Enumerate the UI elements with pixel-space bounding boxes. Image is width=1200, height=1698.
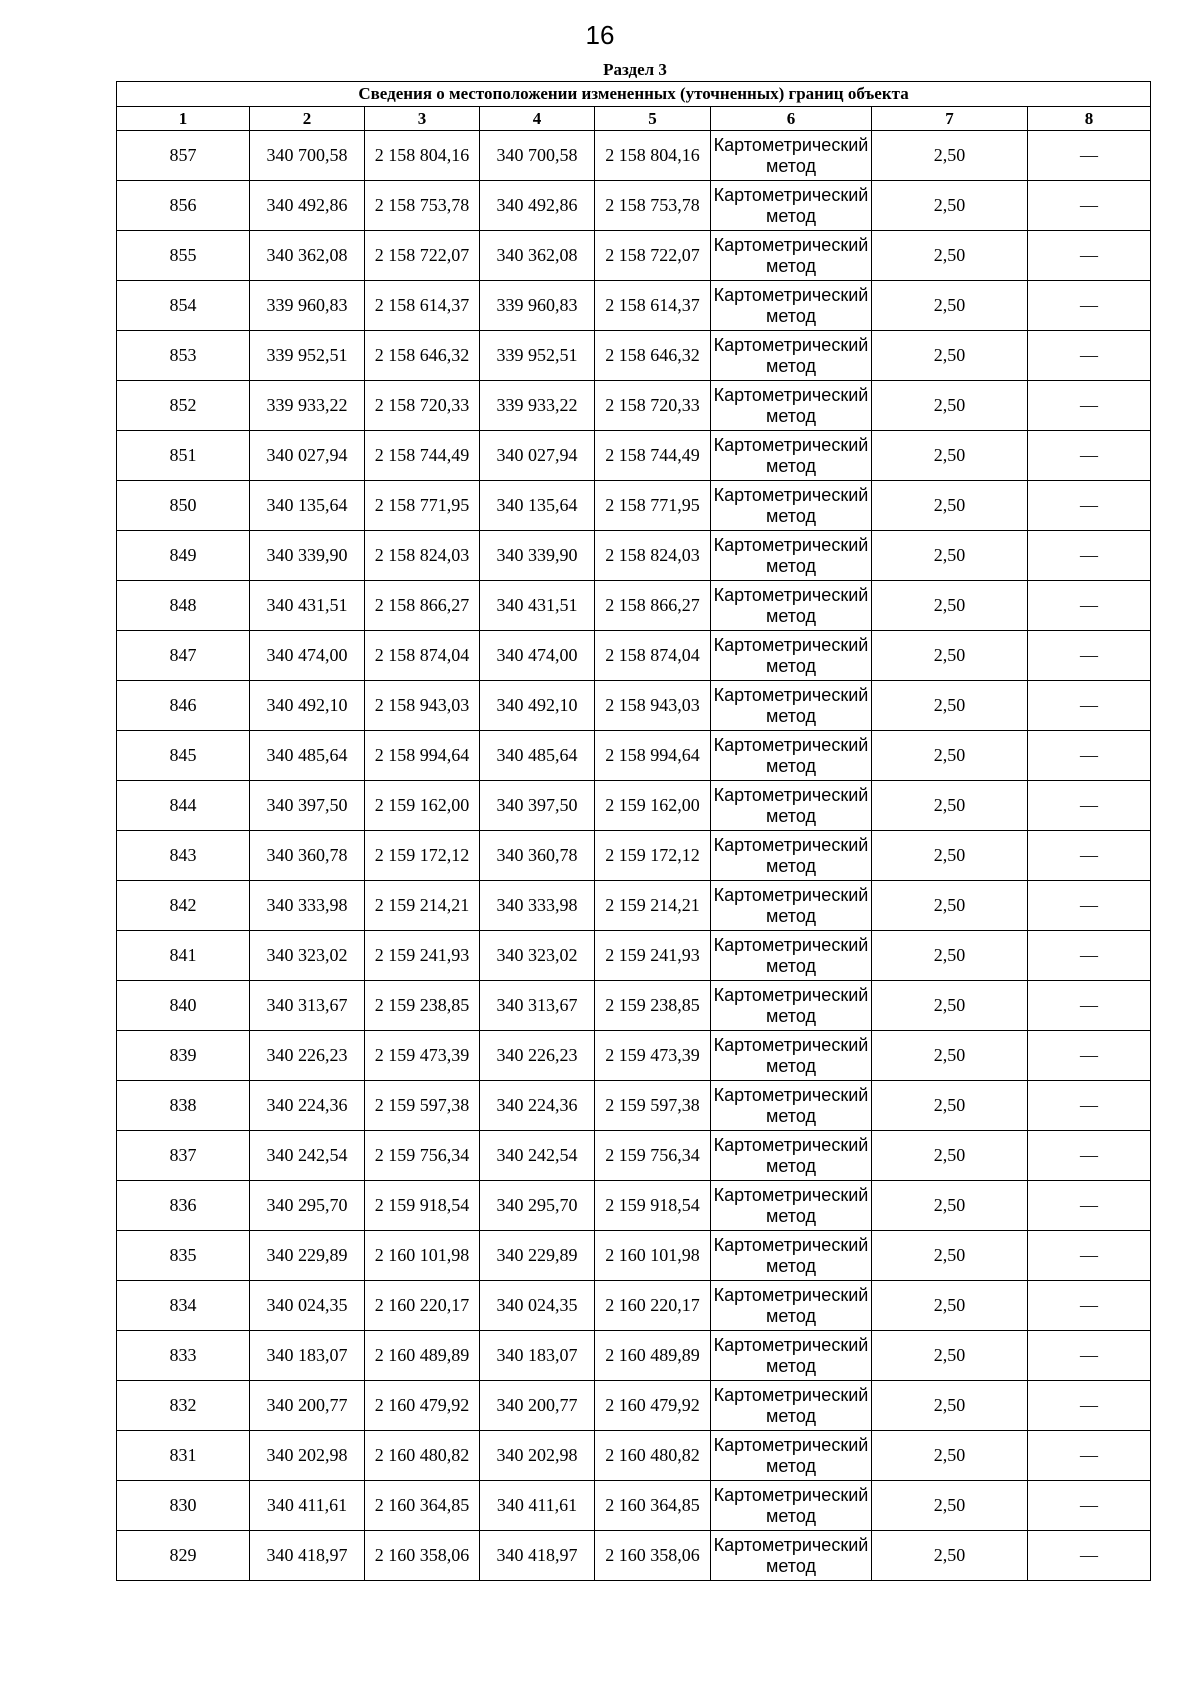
cell-method: Картометрический метод <box>711 831 872 881</box>
cell-method: Картометрический метод <box>711 381 872 431</box>
cell-y-old: 2 158 646,32 <box>365 331 480 381</box>
cell-y-old: 2 158 614,37 <box>365 281 480 331</box>
cell-y-old: 2 160 364,85 <box>365 1481 480 1531</box>
cell-method: Картометрический метод <box>711 681 872 731</box>
cell-accuracy: 2,50 <box>872 1231 1028 1281</box>
cell-point-number: 852 <box>117 381 250 431</box>
boundary-coordinates-table <box>116 81 1151 1581</box>
cell-x-old: 339 952,51 <box>250 331 365 381</box>
cell-accuracy: 2,50 <box>872 381 1028 431</box>
cell-method: Картометрический метод <box>711 1481 872 1531</box>
cell-x-new: 340 027,94 <box>480 431 595 481</box>
cell-y-old: 2 160 220,17 <box>365 1281 480 1331</box>
cell-description: — <box>1028 1381 1151 1431</box>
cell-x-new: 340 135,64 <box>480 481 595 531</box>
cell-y-new: 2 159 918,54 <box>595 1181 711 1231</box>
cell-y-new: 2 158 722,07 <box>595 231 711 281</box>
cell-x-old: 339 960,83 <box>250 281 365 331</box>
cell-y-old: 2 158 744,49 <box>365 431 480 481</box>
cell-x-old: 340 362,08 <box>250 231 365 281</box>
cell-y-old: 2 158 753,78 <box>365 181 480 231</box>
cell-accuracy: 2,50 <box>872 831 1028 881</box>
cell-description: — <box>1028 1081 1151 1131</box>
cell-x-old: 340 339,90 <box>250 531 365 581</box>
cell-method: Картометрический метод <box>711 481 872 531</box>
cell-x-new: 340 397,50 <box>480 781 595 831</box>
cell-y-new: 2 158 994,64 <box>595 731 711 781</box>
cell-y-old: 2 159 172,12 <box>365 831 480 881</box>
cell-y-new: 2 159 473,39 <box>595 1031 711 1081</box>
table-caption: Сведения о местоположении измененных (уточненных) границ объекта <box>117 82 1151 107</box>
table-row <box>117 931 1151 981</box>
column-header: 7 <box>872 107 1028 131</box>
cell-accuracy: 2,50 <box>872 881 1028 931</box>
cell-y-old: 2 159 473,39 <box>365 1031 480 1081</box>
cell-method: Картометрический метод <box>711 1331 872 1381</box>
cell-y-new: 2 160 489,89 <box>595 1331 711 1381</box>
cell-method: Картометрический метод <box>711 331 872 381</box>
cell-point-number: 847 <box>117 631 250 681</box>
cell-accuracy: 2,50 <box>872 1181 1028 1231</box>
cell-description: — <box>1028 181 1151 231</box>
cell-y-old: 2 159 162,00 <box>365 781 480 831</box>
cell-y-old: 2 159 241,93 <box>365 931 480 981</box>
column-header: 2 <box>250 107 365 131</box>
cell-x-new: 340 411,61 <box>480 1481 595 1531</box>
cell-description: — <box>1028 1431 1151 1481</box>
cell-x-old: 340 224,36 <box>250 1081 365 1131</box>
cell-accuracy: 2,50 <box>872 1331 1028 1381</box>
cell-description: — <box>1028 831 1151 881</box>
table-row <box>117 831 1151 881</box>
cell-x-new: 340 323,02 <box>480 931 595 981</box>
table-row <box>117 231 1151 281</box>
cell-point-number: 846 <box>117 681 250 731</box>
cell-method: Картометрический метод <box>711 731 872 781</box>
cell-y-old: 2 160 489,89 <box>365 1331 480 1381</box>
cell-method: Картометрический метод <box>711 581 872 631</box>
cell-method: Картометрический метод <box>711 231 872 281</box>
cell-x-new: 339 960,83 <box>480 281 595 331</box>
table-row <box>117 431 1151 481</box>
cell-x-new: 339 952,51 <box>480 331 595 381</box>
table-row <box>117 1381 1151 1431</box>
table-row <box>117 281 1151 331</box>
cell-x-old: 340 700,58 <box>250 131 365 181</box>
cell-y-new: 2 159 238,85 <box>595 981 711 1031</box>
table-row <box>117 1031 1151 1081</box>
cell-x-new: 340 295,70 <box>480 1181 595 1231</box>
cell-accuracy: 2,50 <box>872 531 1028 581</box>
cell-point-number: 839 <box>117 1031 250 1081</box>
cell-point-number: 855 <box>117 231 250 281</box>
cell-point-number: 848 <box>117 581 250 631</box>
cell-accuracy: 2,50 <box>872 281 1028 331</box>
cell-description: — <box>1028 281 1151 331</box>
table-row <box>117 1131 1151 1181</box>
cell-x-old: 340 323,02 <box>250 931 365 981</box>
cell-point-number: 831 <box>117 1431 250 1481</box>
cell-accuracy: 2,50 <box>872 331 1028 381</box>
cell-y-new: 2 158 874,04 <box>595 631 711 681</box>
cell-x-new: 340 202,98 <box>480 1431 595 1481</box>
cell-accuracy: 2,50 <box>872 1531 1028 1581</box>
cell-method: Картометрический метод <box>711 1531 872 1581</box>
cell-y-new: 2 159 162,00 <box>595 781 711 831</box>
column-header: 4 <box>480 107 595 131</box>
cell-description: — <box>1028 1181 1151 1231</box>
cell-x-old: 340 200,77 <box>250 1381 365 1431</box>
cell-y-new: 2 159 756,34 <box>595 1131 711 1181</box>
cell-y-new: 2 158 753,78 <box>595 181 711 231</box>
cell-point-number: 857 <box>117 131 250 181</box>
cell-x-new: 340 226,23 <box>480 1031 595 1081</box>
column-header: 3 <box>365 107 480 131</box>
cell-y-new: 2 160 358,06 <box>595 1531 711 1581</box>
cell-y-old: 2 158 943,03 <box>365 681 480 731</box>
cell-accuracy: 2,50 <box>872 1481 1028 1531</box>
cell-point-number: 836 <box>117 1181 250 1231</box>
cell-x-old: 340 229,89 <box>250 1231 365 1281</box>
cell-point-number: 832 <box>117 1381 250 1431</box>
cell-y-new: 2 158 943,03 <box>595 681 711 731</box>
cell-point-number: 850 <box>117 481 250 531</box>
cell-x-old: 340 431,51 <box>250 581 365 631</box>
cell-point-number: 853 <box>117 331 250 381</box>
column-header: 6 <box>711 107 872 131</box>
column-header: 5 <box>595 107 711 131</box>
cell-method: Картометрический метод <box>711 881 872 931</box>
cell-point-number: 856 <box>117 181 250 231</box>
table-row <box>117 681 1151 731</box>
cell-y-old: 2 158 994,64 <box>365 731 480 781</box>
cell-accuracy: 2,50 <box>872 231 1028 281</box>
cell-accuracy: 2,50 <box>872 781 1028 831</box>
cell-description: — <box>1028 1031 1151 1081</box>
cell-method: Картометрический метод <box>711 781 872 831</box>
cell-y-new: 2 158 771,95 <box>595 481 711 531</box>
cell-accuracy: 2,50 <box>872 1081 1028 1131</box>
cell-y-new: 2 160 480,82 <box>595 1431 711 1481</box>
cell-accuracy: 2,50 <box>872 1281 1028 1331</box>
cell-y-old: 2 158 720,33 <box>365 381 480 431</box>
cell-y-new: 2 159 214,21 <box>595 881 711 931</box>
cell-y-new: 2 159 241,93 <box>595 931 711 981</box>
table-row <box>117 531 1151 581</box>
cell-x-new: 340 485,64 <box>480 731 595 781</box>
cell-y-old: 2 158 824,03 <box>365 531 480 581</box>
cell-point-number: 849 <box>117 531 250 581</box>
column-header: 1 <box>117 107 250 131</box>
cell-x-old: 340 492,10 <box>250 681 365 731</box>
cell-description: — <box>1028 1331 1151 1381</box>
cell-point-number: 842 <box>117 881 250 931</box>
cell-point-number: 834 <box>117 1281 250 1331</box>
cell-x-old: 340 226,23 <box>250 1031 365 1081</box>
cell-y-old: 2 160 480,82 <box>365 1431 480 1481</box>
cell-point-number: 833 <box>117 1331 250 1381</box>
cell-y-new: 2 160 479,92 <box>595 1381 711 1431</box>
cell-description: — <box>1028 1481 1151 1531</box>
cell-x-new: 340 200,77 <box>480 1381 595 1431</box>
cell-y-old: 2 159 918,54 <box>365 1181 480 1231</box>
cell-y-old: 2 158 722,07 <box>365 231 480 281</box>
table-row <box>117 181 1151 231</box>
cell-description: — <box>1028 731 1151 781</box>
table-row <box>117 1481 1151 1531</box>
cell-method: Картометрический метод <box>711 931 872 981</box>
cell-x-new: 340 431,51 <box>480 581 595 631</box>
table-body <box>117 131 1151 1581</box>
cell-y-old: 2 159 214,21 <box>365 881 480 931</box>
cell-accuracy: 2,50 <box>872 1381 1028 1431</box>
cell-y-new: 2 160 220,17 <box>595 1281 711 1331</box>
cell-description: — <box>1028 481 1151 531</box>
page-number: 16 <box>585 20 615 50</box>
cell-y-old: 2 158 771,95 <box>365 481 480 531</box>
cell-method: Картометрический метод <box>711 1031 872 1081</box>
table-row <box>117 581 1151 631</box>
cell-y-new: 2 158 744,49 <box>595 431 711 481</box>
cell-x-old: 340 027,94 <box>250 431 365 481</box>
cell-x-old: 340 397,50 <box>250 781 365 831</box>
cell-description: — <box>1028 631 1151 681</box>
cell-x-new: 340 339,90 <box>480 531 595 581</box>
table-row <box>117 1431 1151 1481</box>
table-row <box>117 1331 1151 1381</box>
cell-method: Картометрический метод <box>711 1381 872 1431</box>
cell-point-number: 845 <box>117 731 250 781</box>
table-row <box>117 131 1151 181</box>
cell-x-old: 340 242,54 <box>250 1131 365 1181</box>
cell-accuracy: 2,50 <box>872 931 1028 981</box>
cell-accuracy: 2,50 <box>872 431 1028 481</box>
cell-y-new: 2 158 804,16 <box>595 131 711 181</box>
table-row <box>117 381 1151 431</box>
table-row <box>117 1281 1151 1331</box>
cell-accuracy: 2,50 <box>872 481 1028 531</box>
cell-y-old: 2 160 358,06 <box>365 1531 480 1581</box>
cell-accuracy: 2,50 <box>872 981 1028 1031</box>
cell-description: — <box>1028 1131 1151 1181</box>
cell-x-old: 340 313,67 <box>250 981 365 1031</box>
cell-method: Картометрический метод <box>711 431 872 481</box>
cell-y-new: 2 159 597,38 <box>595 1081 711 1131</box>
cell-x-old: 340 492,86 <box>250 181 365 231</box>
table-row <box>117 1181 1151 1231</box>
cell-x-old: 340 202,98 <box>250 1431 365 1481</box>
cell-point-number: 841 <box>117 931 250 981</box>
cell-description: — <box>1028 881 1151 931</box>
cell-y-new: 2 158 614,37 <box>595 281 711 331</box>
cell-x-old: 340 474,00 <box>250 631 365 681</box>
cell-description: — <box>1028 531 1151 581</box>
cell-y-old: 2 159 238,85 <box>365 981 480 1031</box>
cell-method: Картометрический метод <box>711 281 872 331</box>
cell-x-new: 340 183,07 <box>480 1331 595 1381</box>
cell-y-new: 2 158 866,27 <box>595 581 711 631</box>
cell-point-number: 835 <box>117 1231 250 1281</box>
cell-description: — <box>1028 131 1151 181</box>
cell-x-new: 340 229,89 <box>480 1231 595 1281</box>
cell-y-old: 2 159 756,34 <box>365 1131 480 1181</box>
cell-description: — <box>1028 231 1151 281</box>
cell-x-new: 340 360,78 <box>480 831 595 881</box>
table-row <box>117 1231 1151 1281</box>
cell-description: — <box>1028 1531 1151 1581</box>
table-row <box>117 331 1151 381</box>
cell-point-number: 844 <box>117 781 250 831</box>
cell-y-new: 2 158 720,33 <box>595 381 711 431</box>
cell-x-old: 340 411,61 <box>250 1481 365 1531</box>
cell-method: Картометрический метод <box>711 1181 872 1231</box>
cell-method: Картометрический метод <box>711 1431 872 1481</box>
cell-method: Картометрический метод <box>711 181 872 231</box>
cell-y-new: 2 159 172,12 <box>595 831 711 881</box>
cell-description: — <box>1028 981 1151 1031</box>
column-number-row <box>117 107 1151 131</box>
cell-point-number: 854 <box>117 281 250 331</box>
cell-y-old: 2 158 804,16 <box>365 131 480 181</box>
cell-x-old: 340 135,64 <box>250 481 365 531</box>
cell-x-old: 340 024,35 <box>250 1281 365 1331</box>
cell-x-new: 339 933,22 <box>480 381 595 431</box>
cell-y-old: 2 160 479,92 <box>365 1381 480 1431</box>
cell-point-number: 843 <box>117 831 250 881</box>
cell-description: — <box>1028 681 1151 731</box>
column-header: 8 <box>1028 107 1151 131</box>
cell-x-old: 340 360,78 <box>250 831 365 881</box>
cell-method: Картометрический метод <box>711 631 872 681</box>
cell-method: Картометрический метод <box>711 531 872 581</box>
cell-x-old: 340 295,70 <box>250 1181 365 1231</box>
cell-x-new: 340 492,10 <box>480 681 595 731</box>
cell-method: Картометрический метод <box>711 1081 872 1131</box>
cell-y-old: 2 159 597,38 <box>365 1081 480 1131</box>
cell-accuracy: 2,50 <box>872 131 1028 181</box>
cell-description: — <box>1028 431 1151 481</box>
cell-y-new: 2 160 101,98 <box>595 1231 711 1281</box>
table-row <box>117 781 1151 831</box>
cell-accuracy: 2,50 <box>872 1131 1028 1181</box>
cell-method: Картометрический метод <box>711 131 872 181</box>
cell-description: — <box>1028 331 1151 381</box>
cell-x-new: 340 224,36 <box>480 1081 595 1131</box>
cell-y-old: 2 158 874,04 <box>365 631 480 681</box>
cell-x-new: 340 313,67 <box>480 981 595 1031</box>
cell-description: — <box>1028 381 1151 431</box>
cell-point-number: 829 <box>117 1531 250 1581</box>
cell-accuracy: 2,50 <box>872 731 1028 781</box>
cell-y-new: 2 160 364,85 <box>595 1481 711 1531</box>
cell-x-new: 340 333,98 <box>480 881 595 931</box>
cell-x-new: 340 418,97 <box>480 1531 595 1581</box>
cell-accuracy: 2,50 <box>872 581 1028 631</box>
cell-method: Картометрический метод <box>711 1231 872 1281</box>
cell-accuracy: 2,50 <box>872 1431 1028 1481</box>
cell-method: Картометрический метод <box>711 1281 872 1331</box>
cell-accuracy: 2,50 <box>872 1031 1028 1081</box>
cell-accuracy: 2,50 <box>872 631 1028 681</box>
cell-x-old: 340 183,07 <box>250 1331 365 1381</box>
table-row <box>117 1081 1151 1131</box>
cell-x-new: 340 242,54 <box>480 1131 595 1181</box>
cell-accuracy: 2,50 <box>872 681 1028 731</box>
cell-point-number: 837 <box>117 1131 250 1181</box>
cell-x-new: 340 700,58 <box>480 131 595 181</box>
cell-x-old: 340 485,64 <box>250 731 365 781</box>
section-title: Раздел 3 <box>603 60 667 79</box>
table-row <box>117 631 1151 681</box>
table-row <box>117 481 1151 531</box>
cell-description: — <box>1028 581 1151 631</box>
cell-x-old: 339 933,22 <box>250 381 365 431</box>
table-row <box>117 981 1151 1031</box>
table-row <box>117 1531 1151 1581</box>
cell-accuracy: 2,50 <box>872 181 1028 231</box>
cell-x-new: 340 492,86 <box>480 181 595 231</box>
cell-point-number: 851 <box>117 431 250 481</box>
cell-point-number: 840 <box>117 981 250 1031</box>
cell-description: — <box>1028 781 1151 831</box>
cell-point-number: 830 <box>117 1481 250 1531</box>
cell-method: Картометрический метод <box>711 1131 872 1181</box>
cell-y-old: 2 160 101,98 <box>365 1231 480 1281</box>
cell-method: Картометрический метод <box>711 981 872 1031</box>
cell-point-number: 838 <box>117 1081 250 1131</box>
cell-description: — <box>1028 1281 1151 1331</box>
cell-description: — <box>1028 1231 1151 1281</box>
cell-description: — <box>1028 931 1151 981</box>
cell-y-new: 2 158 824,03 <box>595 531 711 581</box>
cell-x-old: 340 333,98 <box>250 881 365 931</box>
cell-x-new: 340 474,00 <box>480 631 595 681</box>
cell-y-new: 2 158 646,32 <box>595 331 711 381</box>
cell-x-old: 340 418,97 <box>250 1531 365 1581</box>
cell-x-new: 340 024,35 <box>480 1281 595 1331</box>
table-row <box>117 881 1151 931</box>
cell-y-old: 2 158 866,27 <box>365 581 480 631</box>
table-row <box>117 731 1151 781</box>
cell-x-new: 340 362,08 <box>480 231 595 281</box>
